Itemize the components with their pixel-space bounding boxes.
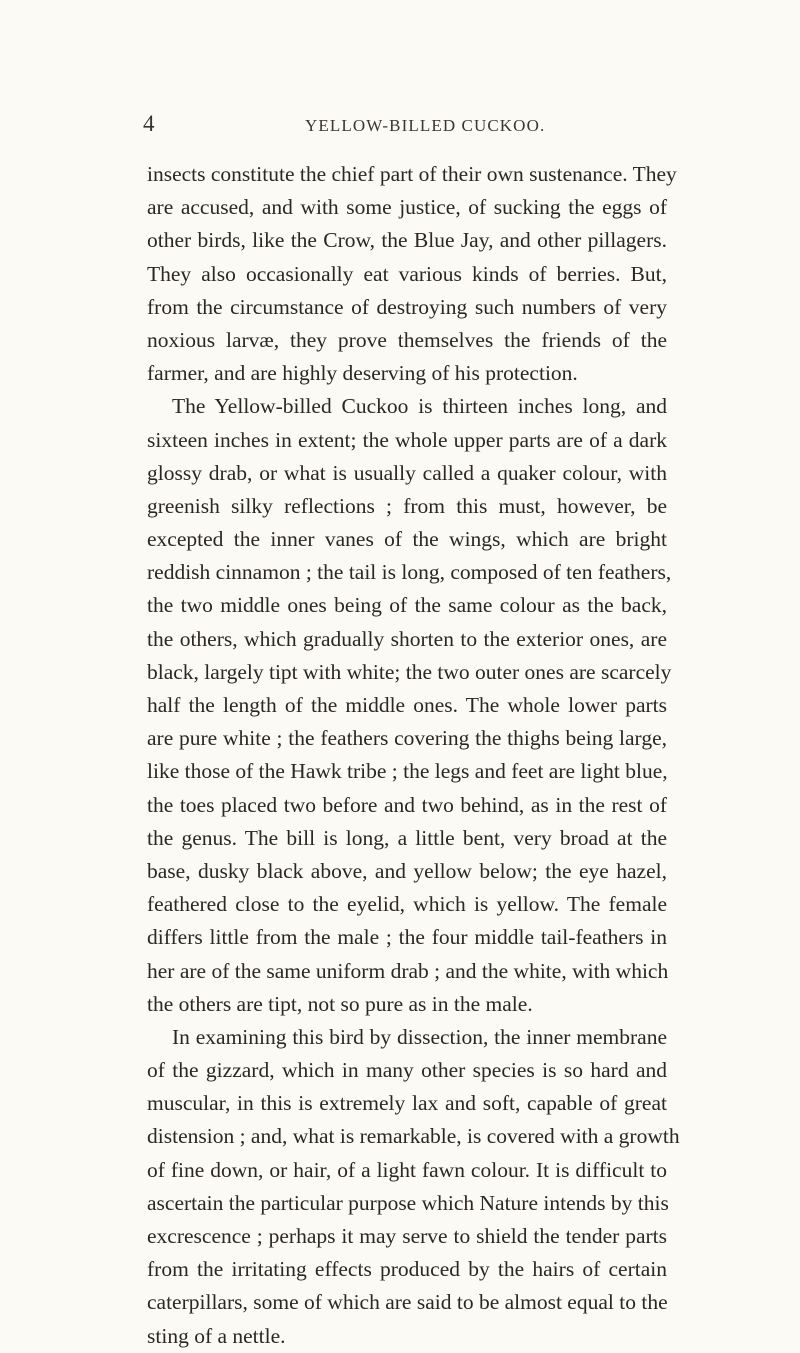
text-line: her are of the same uniform drab ; and the white, with which (147, 958, 669, 983)
text-line: of fine down, or hair, of a light fawn colour. It is difficult to (147, 1157, 667, 1182)
text-line: The Yellow-billed Cuckoo is thirteen inches long, and (172, 394, 667, 419)
text-line: feathered close to the eyelid, which is yellow. The female (147, 892, 667, 917)
text-line: are pure white ; the feathers covering the thighs being large, (147, 726, 667, 751)
text-line: insects constitute the chief part of their own sustenance. They (147, 162, 677, 186)
text-line: distension ; and, what is remarkable, is covered with a growth (147, 1124, 680, 1149)
text-line: other birds, like the Crow, the Blue Jay, and other pillagers. (147, 228, 667, 253)
body-text (147, 158, 680, 1353)
text-line: excepted the inner vanes of the wings, which are bright (147, 527, 667, 552)
text-line: black, largely tipt with white; the two outer ones are scarcely (147, 659, 672, 684)
text-line: reddish cinnamon ; the tail is long, composed of ten feathers, (147, 560, 672, 585)
text-line: the toes placed two before and two behind, as in the rest of (147, 792, 667, 817)
text-line: the others are tipt, not so pure as in the male. (147, 991, 533, 1016)
running-title: YELLOW-BILLED CUCKOO. (305, 116, 546, 135)
page-number: 4 (143, 111, 155, 136)
text-line: muscular, in this is extremely lax and soft, capable of great (147, 1091, 667, 1116)
text-line: In examining this bird by dissection, the inner membrane (172, 1024, 667, 1049)
text-line: are accused, and with some justice, of sucking the eggs of (147, 195, 667, 220)
text-line: base, dusky black above, and yellow below; the eye hazel, (147, 858, 667, 883)
text-line: sixteen inches in extent; the whole upper parts are of a dark (147, 427, 667, 452)
text-line: half the length of the middle ones. The whole lower parts (147, 693, 667, 717)
text-line: of the gizzard, which in many other species is so hard and (147, 1058, 667, 1083)
text-line: the two middle ones being of the same colour as the back, (147, 593, 667, 618)
text-line: farmer, and are highly deserving of his protection. (147, 361, 578, 386)
text-line: the genus. The bill is long, a little bent, very broad at the (147, 825, 667, 850)
text-line: the others, which gradually shorten to the exterior ones, are (147, 626, 667, 651)
text-line: like those of the Hawk tribe ; the legs and feet are light blue, (147, 759, 668, 784)
text-line: sting of a nettle. (147, 1323, 286, 1348)
text-line: differs little from the male ; the four middle tail-feathers in (147, 925, 667, 950)
text-line: They also occasionally eat various kinds of berries. But, (147, 261, 667, 286)
text-line: from the irritating effects produced by the hairs of certain (147, 1257, 667, 1282)
text-line: noxious larvæ, they prove themselves the friends of the (147, 327, 667, 352)
text-line: excrescence ; perhaps it may serve to shield the tender parts (147, 1224, 667, 1248)
text-line: ascertain the particular purpose which Nature intends by this (147, 1190, 669, 1215)
text-line: glossy drab, or what is usually called a quaker colour, with (147, 460, 667, 485)
text-line: greenish silky reflections ; from this must, however, be (147, 493, 667, 518)
text-line: caterpillars, some of which are said to be almost equal to the (147, 1290, 668, 1315)
text-line: from the circumstance of destroying such numbers of very (147, 294, 667, 319)
